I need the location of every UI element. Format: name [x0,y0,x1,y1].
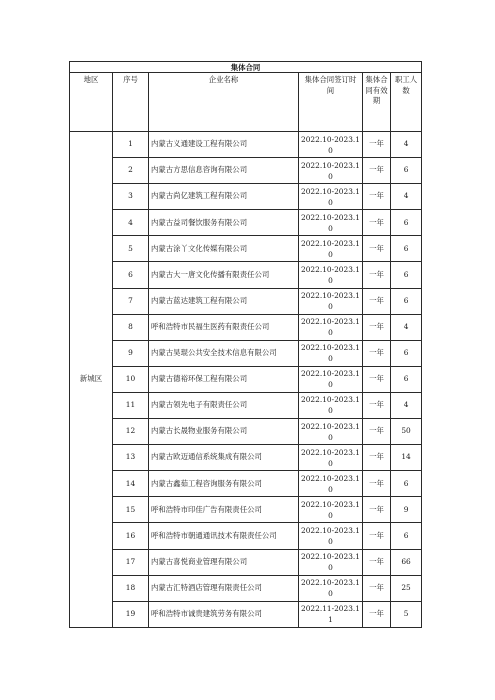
validity-cell: 一年 [363,366,391,392]
company-cell: 呼和浩特市朝通通讯技术有限责任公司 [149,523,299,549]
table-row [70,184,422,210]
table-row [70,392,422,418]
employees-cell: 4 [391,392,422,418]
index-cell: 16 [113,523,149,549]
company-cell: 内蒙古鑫茹工程咨询服务有限公司 [149,471,299,497]
table-row [70,601,422,627]
employees-cell: 6 [391,523,422,549]
validity-cell: 一年 [363,132,391,158]
employees-cell: 6 [391,262,422,288]
validity-cell: 一年 [363,314,391,340]
index-cell: 8 [113,314,149,340]
employees-cell: 14 [391,445,422,471]
table-body [70,132,422,628]
index-cell: 2 [113,158,149,184]
header-row [70,73,422,132]
district-cell: 新城区 [70,132,113,628]
employees-cell: 6 [391,366,422,392]
index-cell: 1 [113,132,149,158]
table-row [70,497,422,523]
signing-period-cell: 2022.11-2023.11 [299,601,363,627]
employees-cell: 6 [391,236,422,262]
signing-period-cell: 2022.10-2023.10 [299,497,363,523]
employees-cell: 5 [391,601,422,627]
signing-period-cell: 2022.10-2023.10 [299,262,363,288]
signing-period-cell: 2022.10-2023.10 [299,523,363,549]
company-cell: 内蒙古大一唐文化传播有限责任公司 [149,262,299,288]
index-cell: 10 [113,366,149,392]
signing-period-cell: 2022.10-2023.10 [299,366,363,392]
company-cell: 内蒙古领先电子有限责任公司 [149,392,299,418]
company-cell: 呼和浩特市民福生医药有限责任公司 [149,314,299,340]
signing-period-cell: 2022.10-2023.10 [299,471,363,497]
signing-period-cell: 2022.10-2023.10 [299,210,363,236]
index-cell: 6 [113,262,149,288]
signing-period-cell: 2022.10-2023.10 [299,288,363,314]
company-cell: 内蒙古汇特酒店管理有限责任公司 [149,575,299,601]
index-cell: 13 [113,445,149,471]
table-row [70,445,422,471]
employees-cell: 6 [391,158,422,184]
table-row [70,158,422,184]
employees-cell: 25 [391,575,422,601]
validity-cell: 一年 [363,184,391,210]
company-cell: 内蒙古义通建设工程有限公司 [149,132,299,158]
validity-cell: 一年 [363,575,391,601]
table-row [70,314,422,340]
table-row [70,210,422,236]
header-validity: 集体合同有效期 [363,73,391,132]
signing-period-cell: 2022.10-2023.10 [299,184,363,210]
employees-cell: 4 [391,184,422,210]
signing-period-cell: 2022.10-2023.10 [299,549,363,575]
collective-contract-table [69,61,422,628]
company-cell: 内蒙古益司餐饮服务有限公司 [149,210,299,236]
table-row [70,236,422,262]
table-row [70,132,422,158]
table-row [70,419,422,445]
index-cell: 5 [113,236,149,262]
employees-cell: 4 [391,132,422,158]
signing-period-cell: 2022.10-2023.10 [299,575,363,601]
validity-cell: 一年 [363,497,391,523]
index-cell: 7 [113,288,149,314]
header-district: 地区 [70,73,113,132]
index-cell: 15 [113,497,149,523]
table-row [70,549,422,575]
employees-cell: 50 [391,419,422,445]
index-cell: 11 [113,392,149,418]
employees-cell: 6 [391,471,422,497]
company-cell: 内蒙古德裕环保工程有限公司 [149,366,299,392]
signing-period-cell: 2022.10-2023.10 [299,236,363,262]
header-employees: 职工人数 [391,73,422,132]
header-index: 序号 [113,73,149,132]
table-row [70,340,422,366]
signing-period-cell: 2022.10-2023.10 [299,392,363,418]
validity-cell: 一年 [363,549,391,575]
company-cell: 内蒙古涂丫文化传媒有限公司 [149,236,299,262]
company-cell: 内蒙古蓝达建筑工程有限公司 [149,288,299,314]
validity-cell: 一年 [363,601,391,627]
table-title: 集体合同 [70,62,422,73]
signing-period-cell: 2022.10-2023.10 [299,158,363,184]
employees-cell: 9 [391,497,422,523]
table-row [70,471,422,497]
validity-cell: 一年 [363,392,391,418]
employees-cell: 4 [391,314,422,340]
validity-cell: 一年 [363,471,391,497]
index-cell: 14 [113,471,149,497]
validity-cell: 一年 [363,262,391,288]
company-cell: 内蒙古尚亿建筑工程有限公司 [149,184,299,210]
header-company: 企业名称 [149,73,299,132]
employees-cell: 6 [391,340,422,366]
index-cell: 12 [113,419,149,445]
validity-cell: 一年 [363,158,391,184]
validity-cell: 一年 [363,340,391,366]
company-cell: 内蒙古长晟物业服务有限公司 [149,419,299,445]
validity-cell: 一年 [363,523,391,549]
company-cell: 呼和浩特市诚贵建筑劳务有限公司 [149,601,299,627]
index-cell: 17 [113,549,149,575]
header-signing-period: 集体合同签订时间 [299,73,363,132]
signing-period-cell: 2022.10-2023.10 [299,445,363,471]
signing-period-cell: 2022.10-2023.10 [299,132,363,158]
table-row [70,575,422,601]
company-cell: 内蒙古欧迈通信系统集成有限公司 [149,445,299,471]
company-cell: 呼和浩特市印佳广告有限责任公司 [149,497,299,523]
signing-period-cell: 2022.10-2023.10 [299,340,363,366]
validity-cell: 一年 [363,210,391,236]
validity-cell: 一年 [363,445,391,471]
index-cell: 18 [113,575,149,601]
index-cell: 19 [113,601,149,627]
table-row [70,366,422,392]
signing-period-cell: 2022.10-2023.10 [299,419,363,445]
index-cell: 4 [113,210,149,236]
table-row [70,262,422,288]
table-row [70,523,422,549]
signing-period-cell: 2022.10-2023.10 [299,314,363,340]
index-cell: 9 [113,340,149,366]
employees-cell: 6 [391,210,422,236]
table-row [70,288,422,314]
employees-cell: 6 [391,288,422,314]
validity-cell: 一年 [363,288,391,314]
company-cell: 内蒙古方思信息咨询有限公司 [149,158,299,184]
index-cell: 3 [113,184,149,210]
company-cell: 内蒙古喜悦商业管理有限公司 [149,549,299,575]
employees-cell: 66 [391,549,422,575]
validity-cell: 一年 [363,419,391,445]
validity-cell: 一年 [363,236,391,262]
company-cell: 内蒙古昊琨公共安全技术信息有限公司 [149,340,299,366]
